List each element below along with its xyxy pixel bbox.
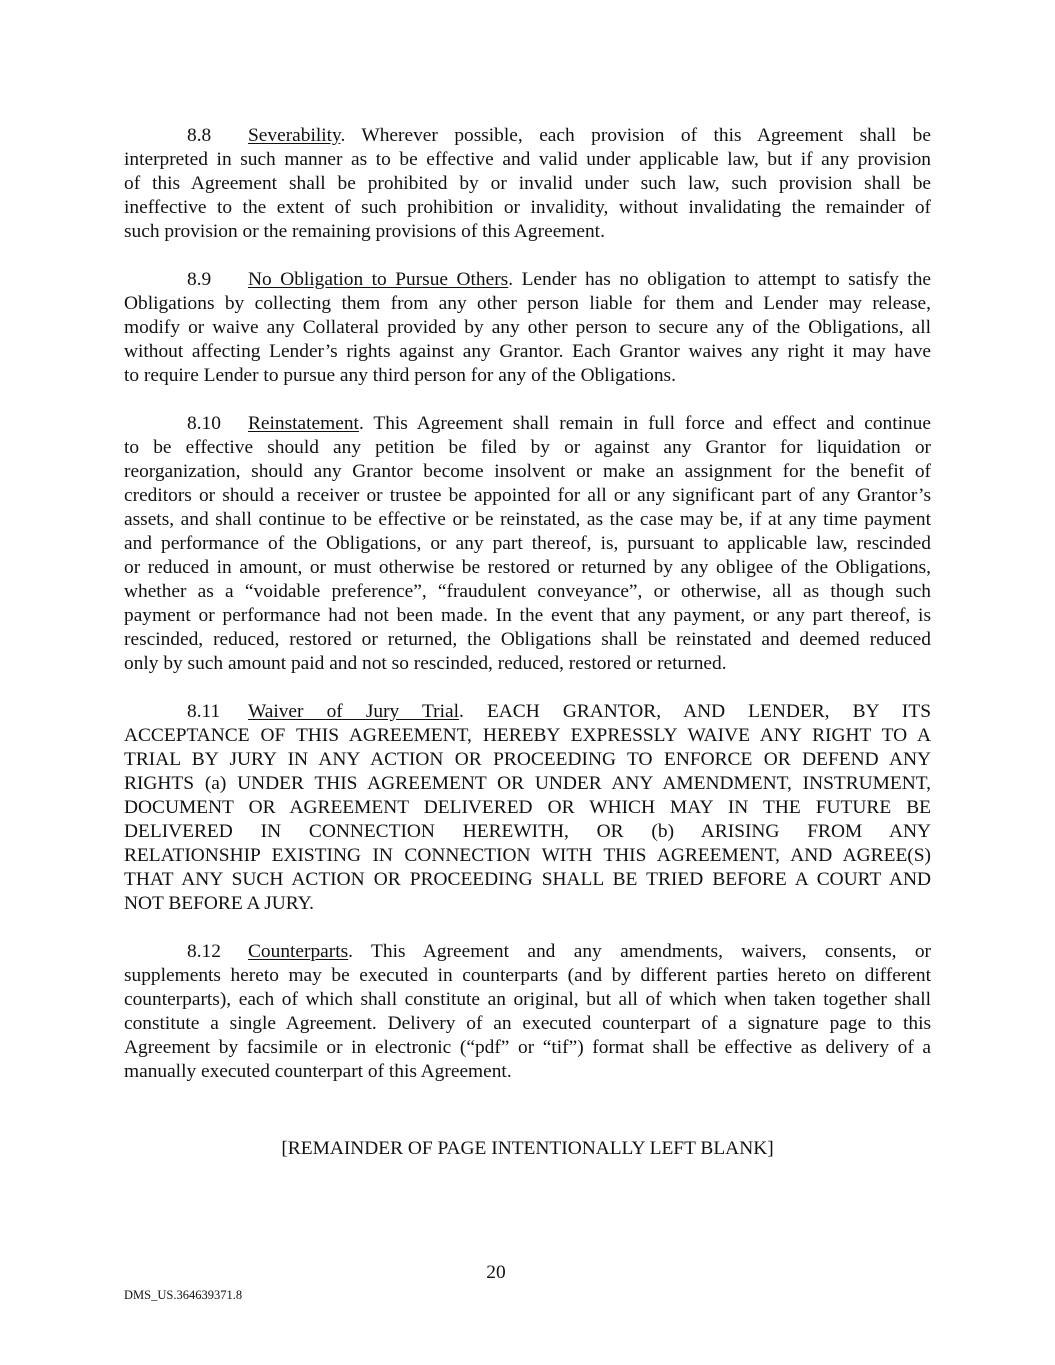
text-line: DOCUMENT OR AGREEMENT DELIVERED OR WHICH MAY IN THE FUTURE BE	[124, 797, 931, 818]
text-line: DELIVERED IN CONNECTION HEREWITH, OR (b) ARISING FROM ANY	[124, 821, 931, 842]
text-line: whether as a “voidable preference”, “fraudulent conveyance”, or otherwise, all as though such	[124, 581, 931, 602]
section-number: 8.12	[187, 941, 221, 962]
text-line: TRIAL BY JURY IN ANY ACTION OR PROCEEDING TO ENFORCE OR DEFEND ANY	[124, 749, 931, 770]
text-line: assets, and shall continue to be effective or be reinstated, as the case may be, if at any time payment	[124, 509, 931, 530]
text-line: manually executed counterpart of this Agreement.	[124, 1061, 512, 1082]
section-text: . This Agreement and any amendments, waivers, consents, or	[348, 941, 931, 962]
section-number: 8.9	[187, 269, 212, 290]
section-heading: Counterparts	[248, 941, 349, 962]
text-line: Agreement by facsimile or in electronic (“pdf” or “tif”) format shall be effective as delivery of a	[124, 1037, 931, 1058]
text-line: payment or performance had not been made. In the event that any payment, or any part thereof, is	[124, 605, 931, 626]
text-line: without affecting Lender’s rights against any Grantor. Each Grantor waives any right it may have	[124, 341, 931, 362]
section-number: 8.8	[187, 125, 212, 146]
text-line	[124, 700, 931, 724]
section-heading: Reinstatement	[248, 413, 359, 434]
section-text: . This Agreement shall remain in full force and effect and continue	[358, 413, 931, 434]
text-line: counterparts), each of which shall constitute an original, but all of which when taken together shall	[124, 989, 931, 1010]
text-line: or reduced in amount, or must otherwise be restored or returned by any obligee of the Obligations,	[124, 557, 931, 578]
text-line	[124, 940, 931, 964]
text-line: RELATIONSHIP EXISTING IN CONNECTION WITH THIS AGREEMENT, AND AGREE(S)	[124, 845, 931, 866]
section-8-8	[124, 124, 931, 244]
text-line	[124, 124, 931, 148]
text-line: constitute a single Agreement. Delivery of an executed counterpart of a signature page to this	[124, 1013, 931, 1034]
text-line	[124, 412, 931, 436]
text-line: to be effective should any petition be filed by or against any Grantor for liquidation or	[124, 437, 931, 458]
text-line: and performance of the Obligations, or any part thereof, is, pursuant to applicable law, rescinded	[124, 533, 931, 554]
text-line: of this Agreement shall be prohibited by or invalid under such law, such provision shall be	[124, 173, 931, 194]
section-text: . Wherever possible, each provision of this Agreement shall be	[340, 125, 931, 146]
remainder-note: [REMAINDER OF PAGE INTENTIONALLY LEFT BLANK]	[281, 1138, 774, 1159]
section-heading: Severability	[248, 125, 341, 146]
section-text: . EACH GRANTOR, AND LENDER, BY ITS	[459, 701, 931, 722]
section-8-10	[124, 412, 931, 676]
text-line: reorganization, should any Grantor become insolvent or make an assignment for the benefit of	[124, 461, 931, 482]
section-number: 8.10	[187, 413, 221, 434]
text-line: ACCEPTANCE OF THIS AGREEMENT, HEREBY EXPRESSLY WAIVE ANY RIGHT TO A	[124, 725, 931, 746]
text-line: THAT ANY SUCH ACTION OR PROCEEDING SHALL BE TRIED BEFORE A COURT AND	[124, 869, 931, 890]
section-heading: Waiver of Jury Trial	[248, 701, 459, 722]
text-line: rescinded, reduced, restored or returned, the Obligations shall be reinstated and deemed reduced	[124, 629, 931, 650]
section-8-12	[124, 940, 931, 1084]
section-number: 8.11	[187, 701, 221, 722]
text-line: RIGHTS (a) UNDER THIS AGREEMENT OR UNDER ANY AMENDMENT, INSTRUMENT,	[124, 773, 931, 794]
text-line	[124, 268, 931, 292]
text-line: Obligations by collecting them from any other person liable for them and Lender may release,	[124, 293, 931, 314]
section-8-9	[124, 268, 931, 388]
text-line: such provision or the remaining provisions of this Agreement.	[124, 221, 605, 242]
document-id: DMS_US.364639371.8	[124, 1288, 243, 1302]
section-heading: No Obligation to Pursue Others	[248, 269, 509, 290]
document-body	[124, 124, 931, 1108]
text-line: NOT BEFORE A JURY.	[124, 893, 315, 914]
text-line: interpreted in such manner as to be effective and valid under applicable law, but if any provision	[124, 149, 931, 170]
section-text: . Lender has no obligation to attempt to satisfy the	[508, 269, 932, 290]
text-line: ineffective to the extent of such prohibition or invalidity, without invalidating the remainder of	[124, 197, 931, 218]
text-line: creditors or should a receiver or trustee be appointed for all or any significant part of any Grantor’s	[124, 485, 931, 506]
text-line: modify or waive any Collateral provided by any other person to secure any of the Obligations, all	[124, 317, 931, 338]
section-8-11	[124, 700, 931, 916]
page-number: 20	[486, 1262, 506, 1283]
text-line: only by such amount paid and not so rescinded, reduced, restored or returned.	[124, 653, 727, 674]
text-line: supplements hereto may be executed in counterparts (and by different parties hereto on different	[124, 965, 931, 986]
text-line: to require Lender to pursue any third person for any of the Obligations.	[124, 365, 676, 386]
